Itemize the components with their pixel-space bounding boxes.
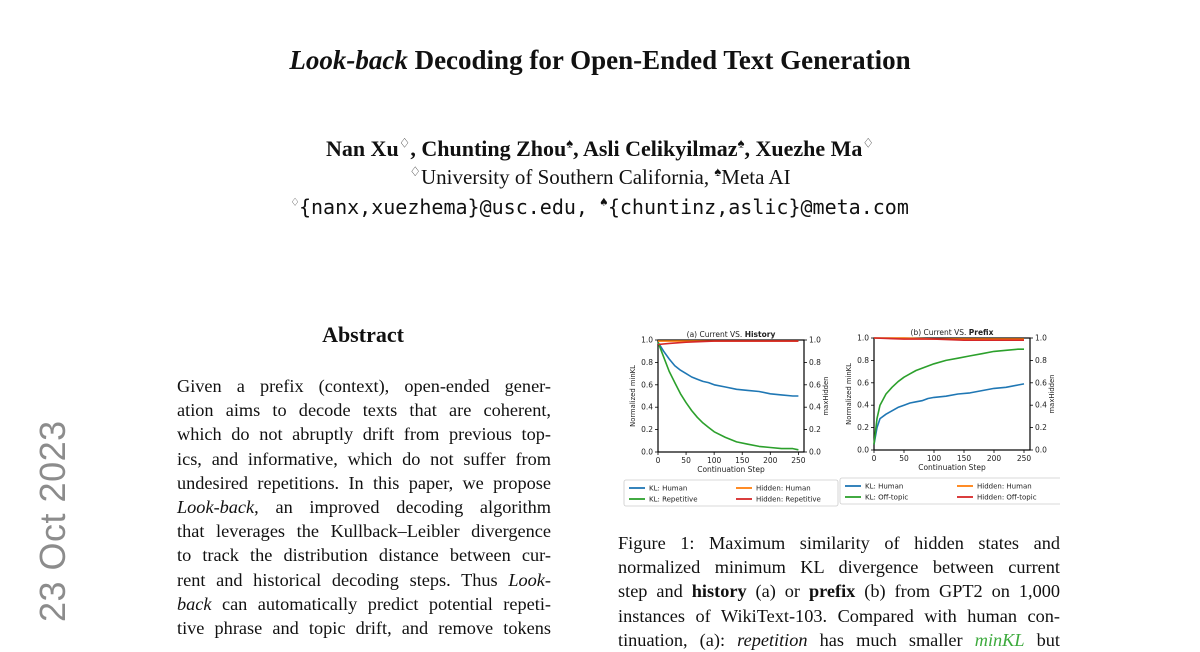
- x-tick-label: 250: [1016, 454, 1032, 463]
- caption-line: instances of WikiText-103. Compared with human con-: [618, 605, 1060, 626]
- caption-term: repetition: [737, 629, 808, 650]
- author-sep: ,: [410, 136, 422, 161]
- caption-line: Figure 1: Maximum similarity of hidden states and: [618, 533, 1060, 553]
- y-tick-label-right: 0.2: [1035, 423, 1047, 433]
- y-tick-label: 0.4: [641, 402, 653, 412]
- italic-term: Look-: [508, 569, 551, 590]
- abstract-line: to track the distribution distance between cur-: [177, 545, 551, 566]
- abstract-line: ics, and informative, which do not suffer from: [177, 448, 551, 469]
- caption-line: tinuation, (a): repetition has much smaller minKL but: [618, 629, 1061, 650]
- author-mark: ♢: [398, 135, 411, 151]
- abstract-heading: Abstract: [322, 322, 404, 347]
- x-tick-label: 0: [871, 454, 877, 463]
- caption-term: minKL: [974, 629, 1025, 650]
- y-tick-label-right: 0.6: [809, 380, 821, 390]
- y-axis-label-right: maxHidden: [822, 376, 830, 416]
- y-tick-label-right: 0.2: [809, 425, 821, 435]
- x-axis-label: Continuation Step: [918, 463, 986, 472]
- y-tick-label: 1.0: [641, 335, 653, 345]
- y-tick-label: 1.0: [857, 333, 869, 343]
- abstract-line: rent and historical decoding steps. Thus Look-: [177, 569, 551, 590]
- x-tick-label: 50: [681, 456, 691, 465]
- legend-label: KL: Human: [865, 482, 904, 491]
- legend-label: KL: Human: [649, 484, 688, 493]
- y-tick-label: 0.8: [641, 357, 653, 367]
- y-tick-label: 0.8: [857, 355, 869, 365]
- abstract-line: ation aims to decode texts that are coherent,: [177, 400, 551, 421]
- legend-label: Hidden: Human: [977, 482, 1032, 491]
- caption-term: history: [691, 581, 747, 602]
- email-meta: {chuntinz,aslic}@meta.com: [607, 195, 909, 219]
- series-line-0: [658, 342, 798, 396]
- y-tick-label: 0.6: [641, 380, 653, 390]
- x-tick-label: 50: [899, 454, 909, 463]
- y-axis-label: Normalized minKL: [629, 365, 637, 427]
- email-mark: ♠: [600, 195, 608, 211]
- legend-label: KL: Repetitive: [649, 495, 698, 504]
- legend-label: KL: Off-topic: [865, 493, 909, 502]
- abstract-body: [177, 374, 551, 640]
- y-axis-label-right: maxHidden: [1048, 374, 1056, 414]
- caption-term: prefix: [808, 581, 856, 602]
- y-tick-label-right: 1.0: [809, 335, 821, 345]
- x-tick-label: 200: [763, 456, 778, 465]
- affiliation-usc: University of Southern California,: [420, 165, 715, 189]
- y-tick-label: 0.2: [857, 423, 869, 433]
- chart-title: (a) Current VS. History: [686, 330, 776, 339]
- author-name: Nan Xu: [325, 136, 399, 161]
- abstract-line: back can automatically predict potential repeti-: [177, 593, 551, 614]
- paper-title-italic: Look-back: [289, 45, 408, 75]
- arxiv-date-text: 23 Oct 2023: [32, 420, 73, 622]
- x-axis-label: Continuation Step: [697, 465, 765, 474]
- author-mark: ♢: [862, 135, 875, 151]
- author-sep: ,: [744, 136, 756, 161]
- y-tick-label-right: 0.0: [1035, 445, 1047, 455]
- abstract-line: undesired repetitions. In this paper, we propose: [177, 472, 551, 493]
- emails: [0, 195, 1200, 219]
- affil-mark: ♠: [714, 164, 722, 179]
- caption-line: normalized minimum KL divergence between current: [618, 557, 1060, 578]
- y-tick-label: 0.4: [857, 400, 869, 410]
- chart-frame: [658, 340, 804, 452]
- paper-title: [0, 45, 1200, 76]
- email-mark: ♢: [291, 195, 299, 211]
- email-usc: {nanx,xuezhema}@usc.edu,: [298, 195, 600, 219]
- italic-term: Look-back: [177, 497, 255, 518]
- author-name: Chunting Zhou: [421, 136, 567, 161]
- author-name: Asli Celikyilmaz: [582, 136, 738, 161]
- x-tick-label: 0: [655, 456, 661, 465]
- author-sep: ,: [573, 136, 583, 161]
- figure-caption: [618, 531, 1060, 652]
- y-tick-label-right: 0.6: [1035, 378, 1047, 388]
- y-tick-label: 0.2: [641, 425, 653, 435]
- author-mark: ♠: [566, 135, 574, 151]
- series-line-2: [658, 342, 798, 450]
- legend-label: Hidden: Repetitive: [756, 495, 821, 504]
- y-tick-label-right: 0.8: [809, 357, 821, 367]
- caption-line: step and history (a) or prefix (b) from GPT2 on 1,000: [618, 581, 1061, 602]
- y-tick-label: 0.0: [857, 445, 869, 455]
- y-tick-label-right: 0.4: [1035, 400, 1047, 410]
- y-tick-label-right: 0.0: [809, 447, 821, 457]
- x-tick-label: 150: [735, 456, 750, 465]
- chart-title: (b) Current VS. Prefix: [910, 328, 994, 337]
- abstract-line: Look-back, an improved decoding algorithm: [177, 497, 551, 518]
- author-name: Xuezhe Ma: [755, 136, 863, 161]
- abstract-line: that leverages the Kullback–Leibler divergence: [177, 521, 551, 542]
- y-tick-label-right: 0.8: [1035, 355, 1047, 365]
- x-tick-label: 200: [986, 454, 1002, 463]
- author-mark: ♠: [737, 135, 745, 151]
- legend-label: Hidden: Off-topic: [977, 493, 1037, 502]
- y-axis-label: Normalized minKL: [845, 363, 853, 425]
- affil-mark: ♢: [409, 164, 421, 179]
- italic-term: back: [177, 593, 212, 614]
- legend-label: Hidden: Human: [756, 484, 811, 493]
- affiliations: [0, 165, 1200, 190]
- series-line-2: [874, 349, 1024, 444]
- y-tick-label: 0.0: [641, 447, 653, 457]
- affiliation-meta: Meta AI: [721, 165, 791, 189]
- figure-1-charts: [618, 318, 1060, 518]
- series-line-0: [874, 384, 1024, 445]
- paper-title-rest: Decoding for Open-Ended Text Generation: [407, 45, 911, 75]
- author-list: [0, 136, 1200, 162]
- abstract-line: Given a prefix (context), open-ended gener-: [177, 376, 551, 396]
- x-tick-label: 250: [791, 456, 806, 465]
- x-tick-label: 100: [926, 454, 942, 463]
- x-tick-label: 150: [956, 454, 972, 463]
- abstract-line: tive phrase and topic drift, and remove tokens: [177, 618, 551, 639]
- abstract-line: which do not abruptly drift from previous top-: [177, 424, 551, 445]
- y-tick-label-right: 1.0: [1035, 333, 1047, 343]
- y-tick-label-right: 0.4: [809, 402, 821, 412]
- arxiv-date-stamp: [26, 400, 76, 630]
- x-tick-label: 100: [706, 456, 722, 465]
- y-tick-label: 0.6: [857, 378, 869, 388]
- chart-frame: [874, 338, 1030, 450]
